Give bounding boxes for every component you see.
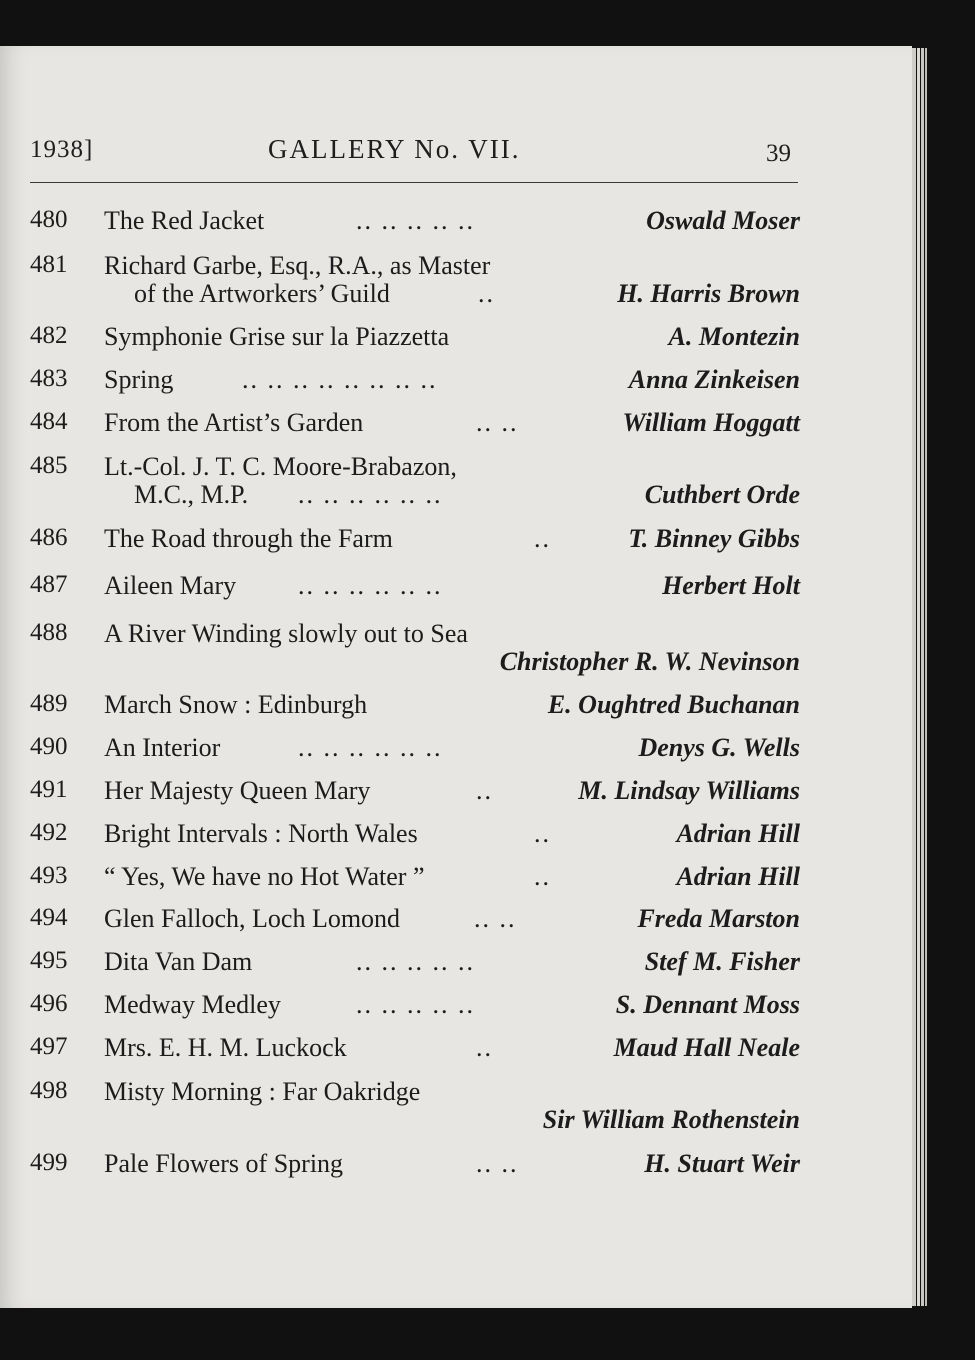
entry-number: 493	[30, 862, 68, 889]
entry-number: 486	[30, 524, 68, 551]
entry-number: 480	[30, 206, 68, 233]
leader-dots: .. .. .. .. .. ..	[298, 733, 443, 762]
entry-number: 492	[30, 819, 68, 846]
entry-number: 489	[30, 690, 68, 717]
entry-artist: Maud Hall Neale	[613, 1033, 800, 1062]
entry-artist: Adrian Hill	[676, 862, 800, 891]
leader-dots: .. ..	[476, 408, 519, 437]
leader-dots: ..	[534, 862, 551, 891]
leader-dots: .. .. .. .. .. ..	[298, 480, 443, 509]
page-edge	[925, 48, 927, 1306]
entry-title-continued: M.C., M.P.	[134, 480, 249, 509]
running-header	[0, 132, 912, 172]
entry-artist: Adrian Hill	[676, 819, 800, 848]
entry-artist: William Hoggatt	[622, 408, 800, 437]
entry-title: Glen Falloch, Loch Lomond	[104, 904, 401, 933]
entry-number: 499	[30, 1149, 68, 1176]
entry-artist: E. Oughtred Buchanan	[547, 690, 800, 719]
entry-number: 497	[30, 1033, 68, 1060]
leader-dots: ..	[476, 776, 493, 805]
page-edge	[921, 48, 924, 1306]
entry-artist: S. Dennant Moss	[615, 990, 800, 1019]
entry-title: Dita Van Dam	[104, 947, 253, 976]
entry-title: The Red Jacket	[104, 206, 265, 235]
entry-title: From the Artist’s Garden	[104, 408, 364, 437]
entry-artist: T. Binney Gibbs	[628, 524, 800, 553]
entry-number: 487	[30, 571, 68, 598]
leader-dots: .. .. .. .. .. ..	[298, 571, 443, 600]
entry-artist: Christopher R. W. Nevinson	[499, 647, 800, 676]
entry-number: 494	[30, 904, 68, 931]
leader-dots: ..	[534, 819, 551, 848]
entry-artist: Herbert Holt	[662, 571, 800, 600]
entry-artist: Cuthbert Orde	[644, 480, 800, 509]
entry-title: A River Winding slowly out to Sea	[104, 619, 468, 648]
entry-title: Richard Garbe, Esq., R.A., as Master	[104, 251, 491, 280]
entry-number: 485	[30, 452, 68, 479]
entry-title: Medway Medley	[104, 990, 281, 1019]
leader-dots: ..	[476, 1033, 493, 1062]
leader-dots: ..	[478, 279, 495, 308]
header-gallery-title: GALLERY No. VII.	[268, 134, 521, 164]
entry-title: Pale Flowers of Spring	[104, 1149, 344, 1178]
entry-title: “ Yes, We have no Hot Water ”	[104, 862, 425, 891]
entry-title: Bright Intervals : North Wales	[104, 819, 418, 848]
entry-title: Mrs. E. H. M. Luckock	[104, 1033, 347, 1062]
entry-number: 498	[30, 1077, 68, 1104]
entry-number: 481	[30, 251, 68, 278]
entry-title: Misty Morning : Far Oakridge	[104, 1077, 421, 1106]
entry-number: 490	[30, 733, 68, 760]
entry-artist: Anna Zinkeisen	[628, 365, 800, 394]
entry-title: March Snow : Edinburgh	[104, 690, 368, 719]
entry-title: Her Majesty Queen Mary	[104, 776, 371, 805]
header-year: 1938]	[30, 136, 94, 163]
entry-number: 496	[30, 990, 68, 1017]
entry-title: An Interior	[104, 733, 221, 762]
entry-number: 495	[30, 947, 68, 974]
entry-number: 488	[30, 619, 68, 646]
entry-title: Symphonie Grise sur la Piazzetta	[104, 322, 450, 351]
leader-dots: .. .. .. .. ..	[356, 947, 475, 976]
entry-number: 483	[30, 365, 68, 392]
page-number: 39	[766, 140, 791, 167]
header-rule	[30, 182, 798, 183]
entry-artist: Stef M. Fisher	[644, 947, 800, 976]
entry-title: Spring	[104, 365, 174, 394]
page-edge	[912, 48, 916, 1306]
entry-artist: Oswald Moser	[646, 206, 800, 235]
entry-number: 482	[30, 322, 68, 349]
entry-title: Aileen Mary	[104, 571, 237, 600]
leader-dots: .. .. .. .. ..	[356, 206, 475, 235]
entry-number: 484	[30, 408, 68, 435]
entry-artist: H. Harris Brown	[617, 279, 800, 308]
leader-dots: .. ..	[476, 1149, 519, 1178]
entry-title-continued: of the Artworkers’ Guild	[134, 279, 390, 308]
entry-artist: Sir William Rothenstein	[542, 1105, 800, 1134]
entry-artist: A. Montezin	[668, 322, 800, 351]
leader-dots: .. .. .. .. ..	[356, 990, 475, 1019]
entry-artist: H. Stuart Weir	[644, 1149, 800, 1178]
leader-dots: ..	[534, 524, 551, 553]
entry-number: 491	[30, 776, 68, 803]
entry-artist: Freda Marston	[637, 904, 800, 933]
leader-dots: .. ..	[474, 904, 517, 933]
entry-title: The Road through the Farm	[104, 524, 393, 553]
entry-title: Lt.-Col. J. T. C. Moore-Brabazon,	[104, 452, 457, 481]
leader-dots: .. .. .. .. .. .. .. ..	[242, 365, 438, 394]
entry-artist: M. Lindsay Williams	[578, 776, 800, 805]
entry-artist: Denys G. Wells	[638, 733, 800, 762]
page-edge	[917, 48, 920, 1306]
